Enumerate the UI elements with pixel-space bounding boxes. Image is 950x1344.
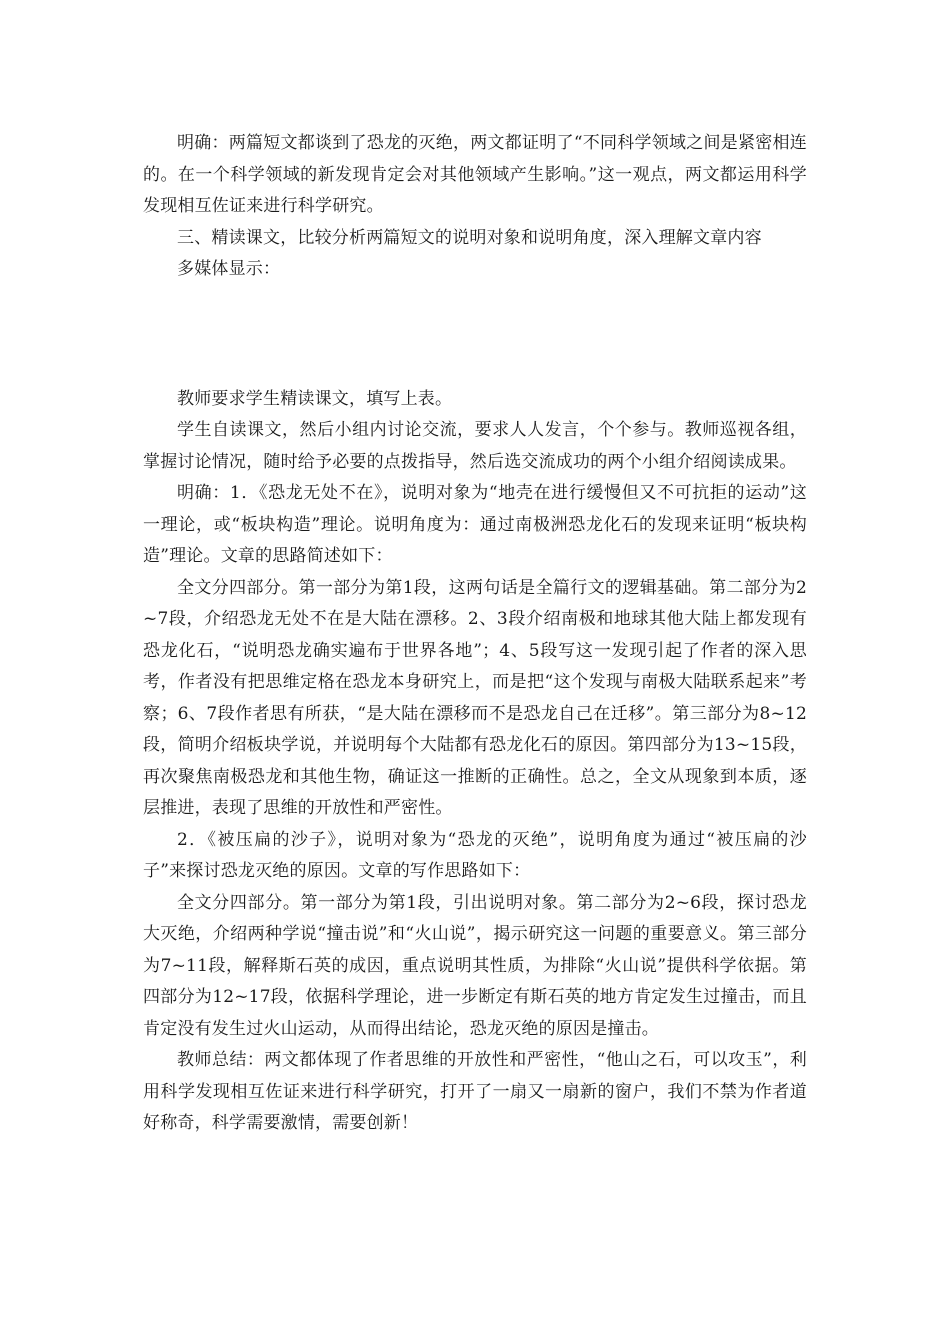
paragraph-structure-sand: 全文分四部分。第一部分为第1段，引出说明对象。第二部分为2~6段，探讨恐龙大灭绝，介绍两种学说“撞击说”和“火山说”，揭示研究这一问题的重要意义。第三部分为7~11段，解释斯石英的成因，重点说明其性质，为排除“火山说”提供科学依据。第四部分为12~17段，依据科学理论，进一步断定有斯石英的地方肯定发生过撞击，而且肯定没有发生过火山运动，从而得出结论，恐龙灭绝的原因是撞击。 [143, 892, 807, 1039]
missing-table-placeholder [143, 286, 807, 384]
paragraph-conclusion-sand: 2．《被压扁的沙子》，说明对象为“恐龙的灭绝”，说明角度为通过“被压扁的沙子”来探讨恐龙灭绝的原因。文章的写作思路如下： [143, 829, 807, 881]
document-page [143, 128, 807, 1140]
paragraph-student-reading: 学生自读课文，然后小组内讨论交流，要求人人发言，个个参与。教师巡视各组，掌握讨论情况，随时给予必要的点拨指导，然后选交流成功的两个小组介绍阅读成果。 [143, 420, 807, 472]
paragraph-multimedia-display: 多媒体显示： [177, 259, 281, 279]
paragraph-conclusion-1: 明确：两篇短文都谈到了恐龙的灭绝，两文都证明了“不同科学领域之间是紧密相连的。在一个科学领域的新发现肯定会对其他领域产生影响。”这一观点，两文都运用科学发现相互佐证来进行科学研究。 [143, 133, 807, 216]
paragraph-section-three-heading: 三、精读课文，比较分析两篇短文的说明对象和说明角度，深入理解文章内容 [177, 227, 762, 248]
paragraph-teacher-summary: 教师总结：两文都体现了作者思维的开放性和严密性，“他山之石，可以攻玉”，利用科学发现相互佐证来进行科学研究，打开了一扇又一扇新的窗户，我们不禁为作者道好称奇，科学需要激情，需要创新！ [143, 1050, 807, 1133]
paragraph-conclusion-dinosaur: 明确：1．《恐龙无处不在》，说明对象为“地壳在进行缓慢但又不可抗拒的运动”这一理论，或“板块构造”理论。说明角度为：通过南极洲恐龙化石的发现来证明“板块构造”理论。文章的思路简述如下： [143, 483, 807, 566]
paragraph-teacher-request: 教师要求学生精读课文，填写上表。 [177, 388, 453, 409]
paragraph-structure-dinosaur: 全文分四部分。第一部分为第1段，这两句话是全篇行文的逻辑基础。第二部分为2~7段，介绍恐龙无处不在是大陆在漂移。2、3段介绍南极和地球其他大陆上都发现有恐龙化石，“说明恐龙确实遍布于世界各地”；4、5段写这一发现引起了作者的深入思考，作者没有把思维定格在恐龙本身研究上，而是把“这个发现与南极大陆联系起来”考察；6、7段作者思有所获，“是大陆在漂移而不是恐龙自己在迁移”。第三部分为8~12段，简明介绍板块学说，并说明每个大陆都有恐龙化石的原因。第四部分为13~15段，再次聚焦南极恐龙和其他生物，确证这一推断的正确性。总之，全文从现象到本质，逐层推进，表现了思维的开放性和严密性。 [143, 577, 807, 818]
